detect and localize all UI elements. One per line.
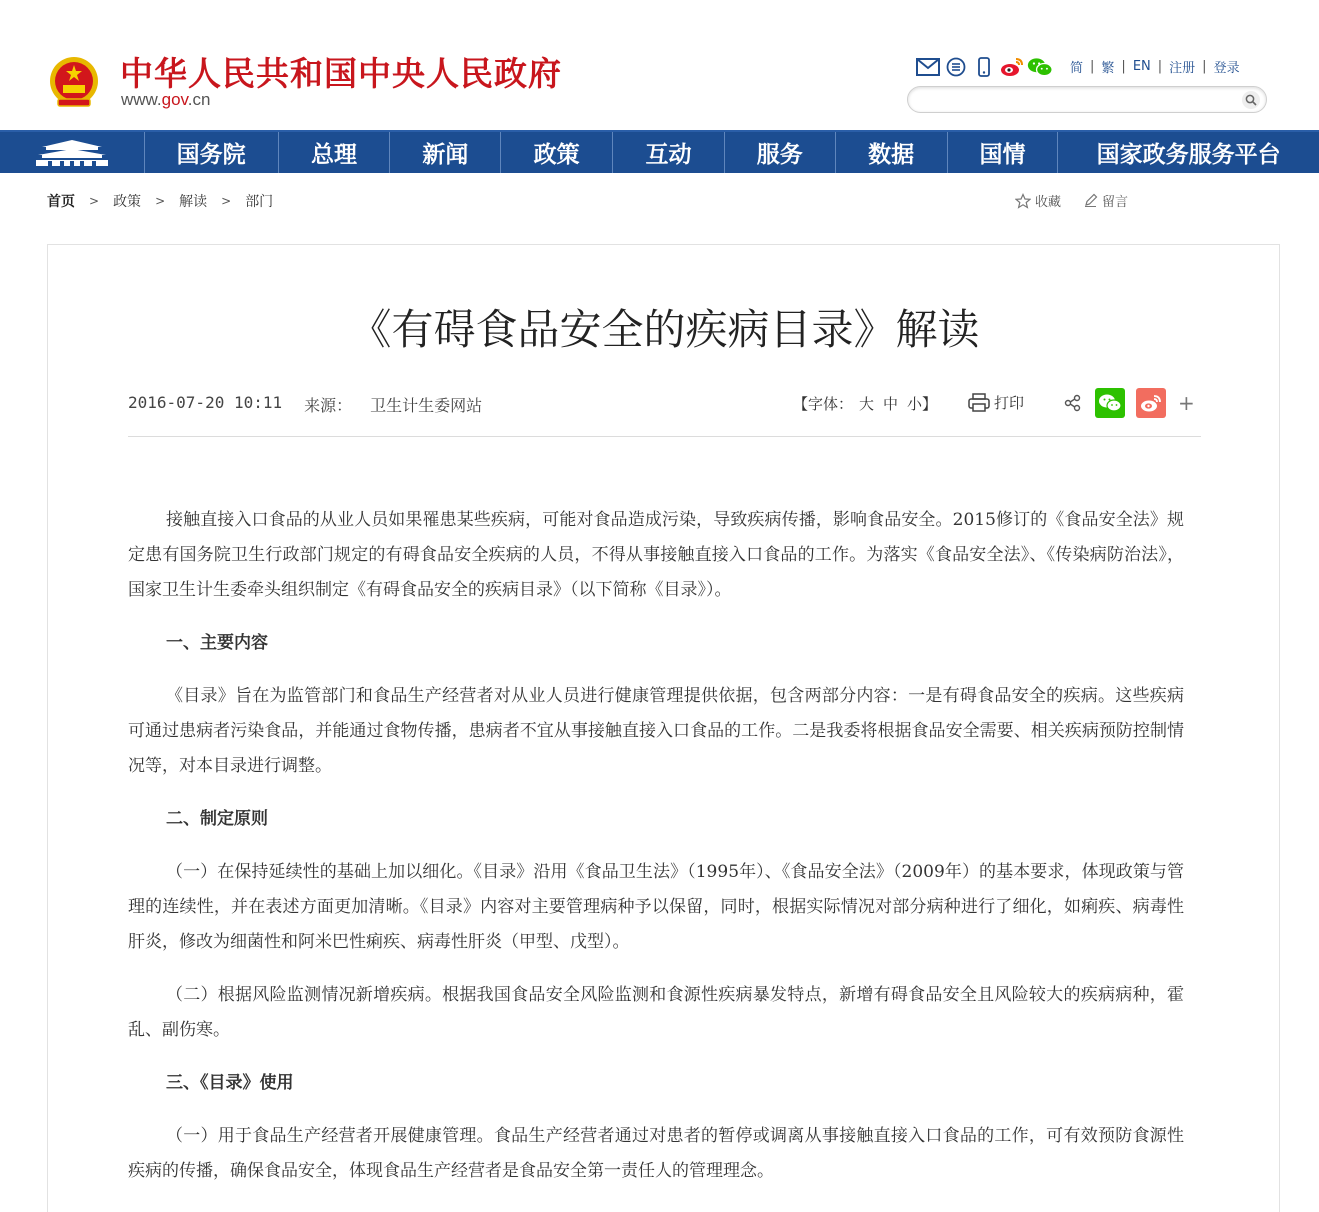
search-button[interactable]	[1242, 91, 1260, 109]
font-size-control	[793, 393, 946, 414]
breadcrumb	[47, 191, 273, 211]
article-body	[128, 503, 1184, 1207]
main-nav	[0, 130, 1319, 173]
source-label: 来源：	[304, 396, 353, 415]
nav-home-button[interactable]	[0, 132, 145, 173]
nav-item-policy[interactable]: 政策	[501, 132, 613, 173]
separator: |	[1090, 59, 1095, 74]
article-meta	[128, 393, 482, 416]
wechat-icon	[1098, 393, 1122, 413]
breadcrumb-department[interactable]: 部门	[245, 194, 274, 210]
font-size-small[interactable]: 小】	[907, 395, 938, 413]
mail-icon[interactable]	[915, 55, 941, 79]
section-heading: 三、《目录》使用	[166, 1073, 294, 1093]
mobile-icon[interactable]	[971, 55, 997, 79]
nav-item-news[interactable]: 新闻	[390, 132, 501, 173]
register-link[interactable]: 注册	[1169, 61, 1196, 76]
article-paragraph: （一）在保持延续性的基础上加以细化。《目录》沿用《食品卫生法》（1995年）、《食品安全法》（2009年）的基本要求，体现政策与管理的连续性，并在表述方面更加清晰。《目录》内容对主要管理病种予以保留，同时，根据实际情况对部分病种进行了细化，如痢疾、病毒性肝炎，修改为细菌性和阿米巴性痢疾、病毒性肝炎（甲型、戊型）。	[128, 862, 1184, 952]
font-size-large[interactable]: 大	[859, 395, 875, 413]
message-button[interactable]	[1083, 191, 1128, 210]
weibo-icon[interactable]	[999, 55, 1025, 79]
chevron-right-icon: >	[155, 194, 166, 208]
favorite-button[interactable]	[1015, 191, 1061, 210]
section-heading: 二、制定原则	[166, 809, 268, 829]
favorite-label: 收藏	[1035, 195, 1062, 210]
nav-item-services[interactable]: 服务	[725, 132, 836, 173]
nav-item-state-council[interactable]: 国务院	[145, 132, 279, 173]
lang-traditional-link[interactable]: 繁	[1101, 61, 1115, 76]
site-title[interactable]: 中华人民共和国中央人民政府	[120, 54, 562, 93]
star-icon	[1015, 193, 1031, 209]
article-container	[47, 244, 1280, 1212]
article-title: 《有碍食品安全的疾病目录》解读	[349, 305, 980, 354]
share-wechat-button[interactable]	[1095, 388, 1125, 418]
message-label: 留言	[1102, 195, 1129, 210]
breadcrumb-policy[interactable]: 政策	[113, 194, 142, 210]
nav-item-gov-service-platform[interactable]: 国家政务服务平台	[1096, 142, 1281, 168]
font-size-medium[interactable]: 中	[883, 395, 899, 413]
breadcrumb-interpretation[interactable]: 解读	[179, 194, 208, 210]
national-emblem-icon[interactable]	[46, 55, 102, 111]
source-name: 卫生计生委网站	[370, 396, 483, 415]
article-paragraph: （一）用于食品生产经营者开展健康管理。食品生产经营者通过对患者的暂停或调离从事接触直接入口食品的工作，可有效预防食源性疾病的传播，确保食品安全，体现食品生产经营者是食品安全第一责任人的管理理念。	[128, 1126, 1184, 1181]
lang-english-link[interactable]: EN	[1132, 59, 1151, 74]
chevron-right-icon: >	[89, 194, 100, 208]
breadcrumb-home[interactable]: 首页	[47, 194, 75, 210]
article-paragraph: 《目录》旨在为监管部门和食品生产经营者对从业人员进行健康管理提供依据，包含两部分内容：一是有碍食品安全的疾病。这些疾病可通过患病者污染食品，并能通过食物传播，患病者不宜从事接触直接入口食品的工作。二是我委将根据食品安全需要、相关疾病预防控制情况等，对本目录进行调整。	[128, 686, 1184, 776]
language-account-links	[1070, 57, 1240, 76]
rss-icon[interactable]	[943, 55, 969, 79]
print-button[interactable]	[968, 392, 1024, 413]
chevron-right-icon: >	[221, 194, 232, 208]
search-icon	[1245, 94, 1257, 106]
search-input[interactable]	[920, 91, 1230, 109]
separator: |	[1121, 59, 1126, 74]
pencil-icon	[1083, 193, 1098, 208]
share-more-button[interactable]: +	[1178, 391, 1195, 415]
share-icon[interactable]	[1062, 392, 1084, 414]
site-header	[0, 0, 1319, 130]
nav-item-national-info[interactable]: 国情	[948, 132, 1059, 173]
site-url-suffix: .cn	[187, 90, 211, 109]
nav-item-interaction[interactable]: 互动	[613, 132, 725, 173]
top-icon-bar	[915, 55, 1055, 79]
site-url-domain: gov	[161, 90, 188, 109]
meta-divider	[128, 436, 1201, 437]
search-box	[907, 86, 1267, 113]
printer-icon	[968, 393, 990, 413]
article-paragraph: （二）根据风险监测情况新增疾病。根据我国食品安全风险监测和食源性疾病暴发特点，新增有碍食品安全且风险较大的疾病病种，霍乱、副伤寒。	[128, 985, 1184, 1040]
wechat-icon[interactable]	[1027, 55, 1053, 79]
publish-date: 2016-07-20 10:11	[128, 393, 283, 412]
weibo-icon	[1139, 393, 1163, 413]
print-label: 打印	[994, 394, 1025, 412]
nav-item-data[interactable]: 数据	[836, 132, 948, 173]
login-link[interactable]: 登录	[1213, 61, 1240, 76]
separator: |	[1157, 59, 1163, 74]
site-url-prefix: www.	[121, 90, 162, 109]
tiananmen-icon	[34, 138, 110, 168]
section-heading: 一、主要内容	[166, 633, 268, 653]
separator: |	[1202, 59, 1207, 74]
lang-simplified-link[interactable]: 简	[1070, 61, 1084, 76]
share-bar	[1062, 388, 1195, 418]
share-weibo-button[interactable]	[1136, 388, 1166, 418]
article-paragraph: 接触直接入口食品的从业人员如果罹患某些疾病，可能对食品造成污染，导致疾病传播，影响食品安全。2015修订的《食品安全法》规定患有国务院卫生行政部门规定的有碍食品安全疾病的人员，不得从事接触直接入口食品的工作。为落实《食品安全法》、《传染病防治法》，国家卫生计生委牵头组织制定《有碍食品安全的疾病目录》（以下简称《目录》）。	[128, 510, 1184, 600]
nav-item-premier[interactable]: 总理	[279, 132, 391, 173]
site-url[interactable]	[121, 90, 210, 110]
page-tools	[1015, 191, 1150, 210]
font-size-label: 【字体：	[793, 395, 854, 413]
